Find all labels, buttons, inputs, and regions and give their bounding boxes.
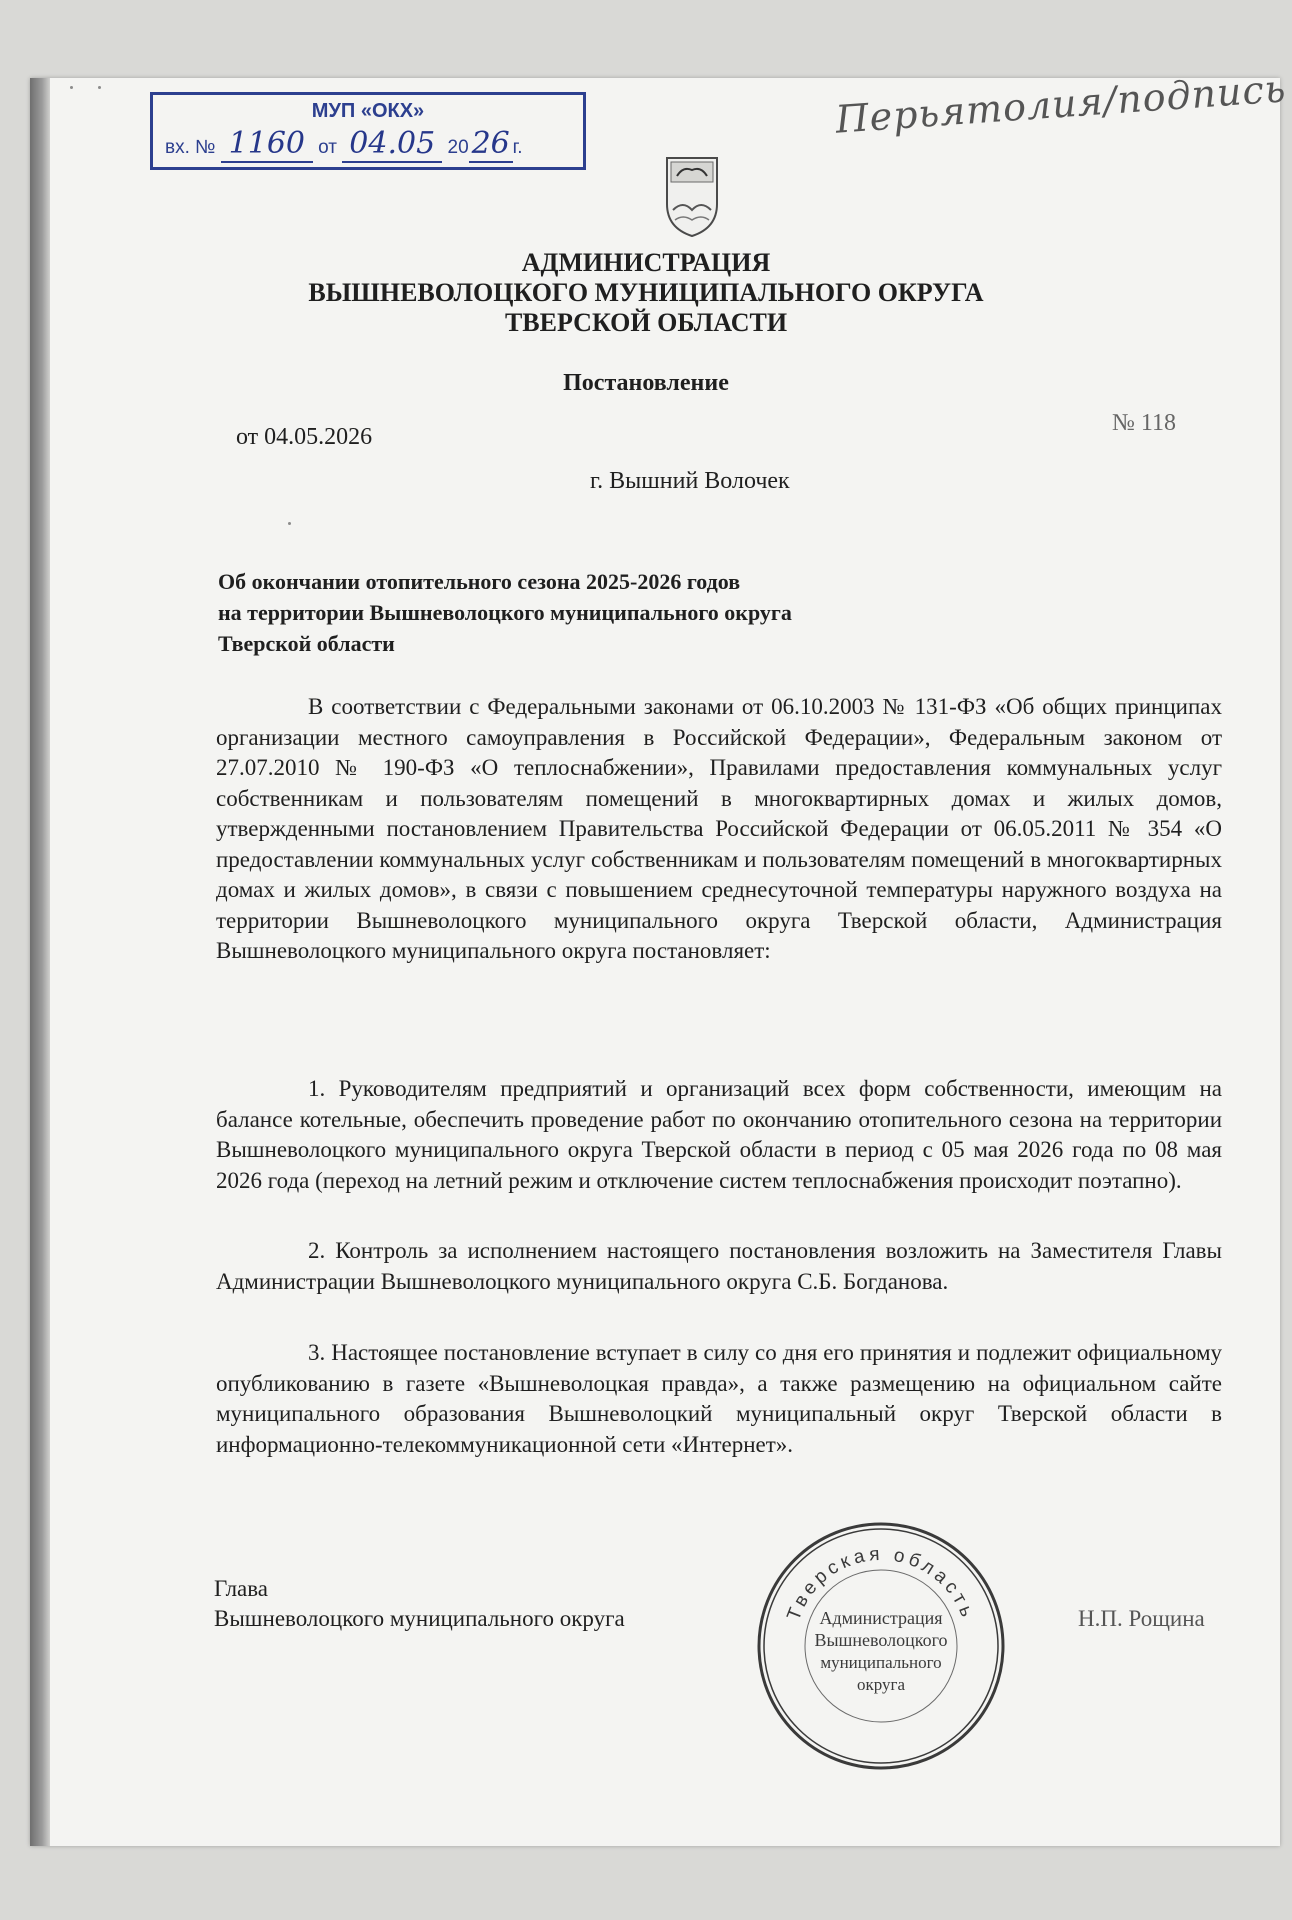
stamp-date-field [342, 126, 442, 163]
seal-center-line: Администрация [819, 1608, 943, 1628]
document-number: № 118 [1112, 410, 1177, 436]
seal-center-line: Вышневолоцкого [814, 1630, 948, 1650]
stamp-prefix: вх. № [165, 137, 216, 158]
signatory-title-line: Вышневолоцкого муниципального округа [214, 1606, 625, 1631]
scan-speck [98, 86, 101, 89]
header-line-3: ТВЕРСКОЙ ОБЛАСТИ [504, 308, 788, 337]
seal-center-line: округа [856, 1675, 906, 1694]
header-line-2: ВЫШНЕВОЛОЦКОГО МУНИЦИПАЛЬНОГО ОКРУГА [308, 278, 984, 307]
preamble-paragraph: В соответствии с Федеральными законами от 06.10.2003 № 131-ФЗ «Об общих принципах организации местного самоуправления в Российской Федерации», Федеральным законом от 27.07.2010 № 190-ФЗ «О теплоснабжении», Правилами предоставления коммунальных услуг собственникам и пользователям помещений в многоквартирных домах и жилых домов, утвержденными постановлением Правительства Российской Федерации от 06.05.2011 № 354 «О предоставлении коммунальных услуг собственникам и пользователям помещений в многоквартирных домах и жилых домов», в связи с повышением среднесуточной температуры наружного воздуха на территории Вышневолоцкого муниципального округа Тверской области, Администрация Вышневолоцкого муниципального округа постановляет: [216, 694, 1222, 963]
signatory-title-line: Глава [214, 1576, 269, 1601]
document-type: Постановление [563, 370, 729, 396]
seal-center-line: муниципального [820, 1653, 942, 1672]
header-line-1: АДМИНИСТРАЦИЯ [521, 248, 771, 277]
title-line: на территории Вышневолоцкого муниципального округа [218, 600, 792, 625]
stamp-date: 04.05 [349, 126, 436, 161]
handwritten-note: Перьятолия/подпись [834, 66, 1288, 142]
coat-of-arms-icon [663, 154, 721, 238]
binding-edge [30, 78, 50, 1846]
stamp-year-field [469, 126, 513, 163]
document-title [218, 566, 792, 659]
stamp-from: от [318, 137, 337, 158]
title-line: Тверской области [218, 631, 395, 656]
stamp-number: 1160 [228, 126, 305, 161]
stamp-row [165, 126, 523, 163]
document-city: г. Вышний Волочек [590, 468, 790, 494]
stamp-year-prefix: 20 [447, 137, 469, 158]
stamp-number-field [221, 126, 313, 163]
title-line: Об окончании отопительного сезона 2025-2026 годов [218, 569, 741, 594]
stamp-suffix: г. [512, 137, 523, 158]
item-paragraph: 3. Настоящее постановление вступает в силу со дня его принятия и подлежит официальному опубликованию в газете «Вышневолоцкая правда», а также размещению на официальном сайте муниципального образования Вышневолоцкий муниципальный округ Тверской области в информационно-телекоммуникационной сети «Интернет». [216, 1340, 1222, 1457]
stamp-year: 26 [471, 126, 510, 161]
incoming-registration-stamp [150, 92, 586, 170]
signatory-title [214, 1574, 625, 1634]
seal-ring-text: Тверская область [783, 1543, 979, 1624]
official-seal-icon [755, 1520, 1007, 1772]
document-date: от 04.05.2026 [236, 424, 373, 450]
scan-speck [288, 522, 291, 525]
item-paragraph: 2. Контроль за исполнением настоящего постановления возложить на Заместителя Главы Администрации Вышневолоцкого муниципального округа С.Б. Богданова. [216, 1238, 1222, 1294]
stamp-org: МУП «ОКХ» [311, 100, 425, 122]
signatory-name: Н.П. Рощина [1078, 1606, 1205, 1631]
item-paragraph: 1. Руководителям предприятий и организаций всех форм собственности, имеющим на балансе котельные, обеспечить проведение работ по окончанию отопительного сезона на территории Вышневолоцкого муниципального округа Тверской области в период с 05 мая 2026 года по 08 мая 2026 года (переход на летний режим и отключение систем теплоснабжения происходит поэтапно). [216, 1076, 1222, 1193]
scan-speck [70, 86, 73, 89]
